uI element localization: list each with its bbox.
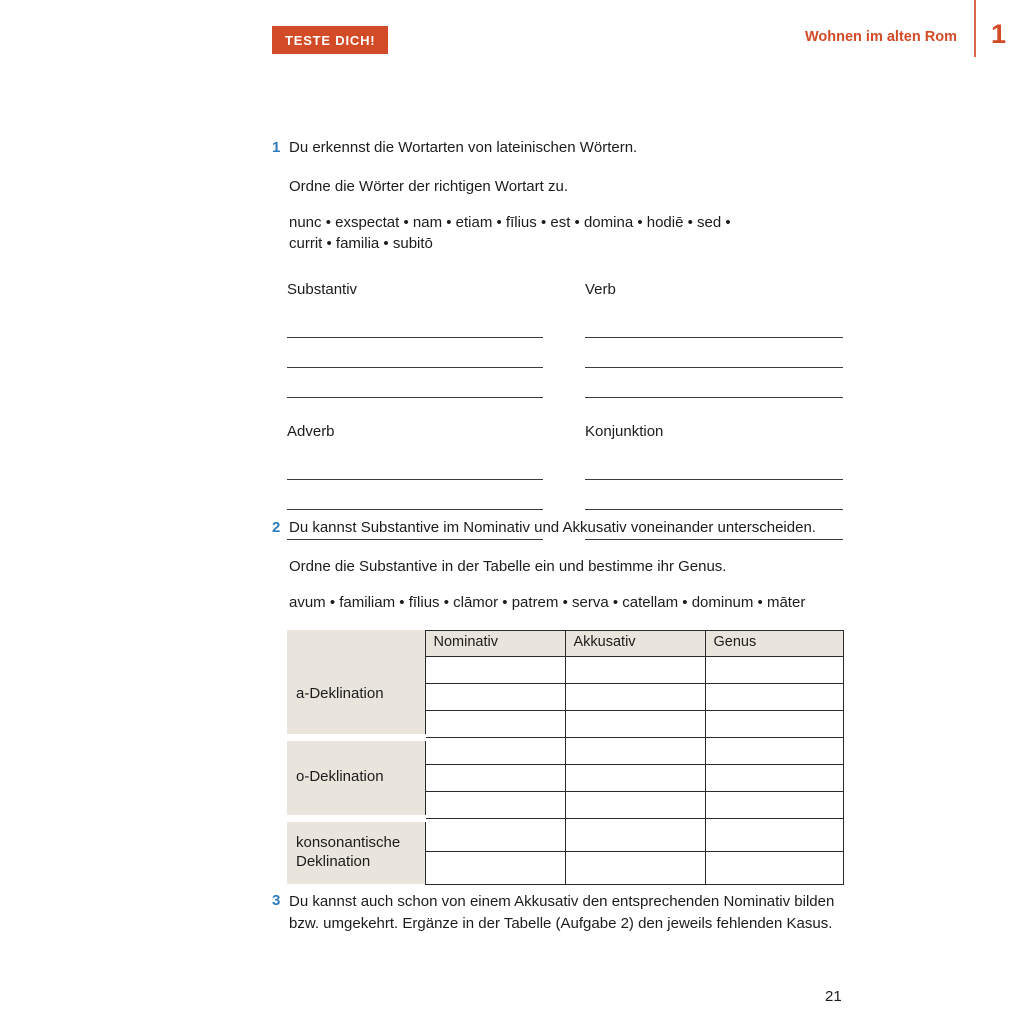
table-cell xyxy=(425,683,565,710)
exercise-2-task: Du kannst Substantive im Nominativ und Akkusativ voneinander unterscheiden. xyxy=(289,519,816,536)
table-row xyxy=(287,737,843,764)
category-label-substantiv: Substantiv xyxy=(287,280,358,298)
row-group-label-o-deklination: o-Deklination xyxy=(287,737,425,818)
table-cell xyxy=(705,683,843,710)
table-cell xyxy=(565,764,705,791)
writing-line xyxy=(585,480,843,510)
table-cell xyxy=(705,818,843,851)
table-cell xyxy=(565,737,705,764)
writing-line xyxy=(287,450,543,480)
table-cell xyxy=(425,818,565,851)
writing-line xyxy=(585,338,843,368)
table-cell xyxy=(425,791,565,818)
table-header-genus: Genus xyxy=(705,630,843,656)
table-header-empty xyxy=(287,630,425,656)
table-row xyxy=(287,818,843,851)
chapter-number: 1 xyxy=(990,19,1006,49)
row-group-label-konsonantische-deklination: konsonantische Deklination xyxy=(287,818,425,884)
table-cell xyxy=(705,656,843,683)
category-label-adverb: Adverb xyxy=(287,422,335,440)
table-cell xyxy=(705,737,843,764)
table-cell xyxy=(425,710,565,737)
exercise-2-word-bank: avum • familiam • fīlius • clāmor • patrem • serva • catellam • dominum • māter xyxy=(289,593,806,611)
writing-line xyxy=(585,450,843,480)
table-cell xyxy=(705,764,843,791)
category-label-konjunktion: Konjunktion xyxy=(585,422,664,440)
writing-line xyxy=(585,368,843,398)
exercise-2-number: 2 xyxy=(272,519,281,536)
category-verb xyxy=(585,280,843,398)
exercise-2-instruction: Ordne die Substantive in der Tabelle ein und bestimme ihr Genus. xyxy=(289,558,727,576)
table-row xyxy=(287,656,843,683)
chapter-title: Wohnen im alten Rom xyxy=(804,29,957,45)
writing-line xyxy=(287,480,543,510)
exercise-1 xyxy=(272,138,844,540)
table-cell xyxy=(565,791,705,818)
exercise-1-instruction: Ordne die Wörter der richtigen Wortart zu. xyxy=(289,178,568,196)
table-cell xyxy=(565,656,705,683)
table-header-akkusativ: Akkusativ xyxy=(565,630,705,656)
word-sorting-columns xyxy=(287,280,844,541)
exercise-3-task: Du kannst auch schon von einem Akkusativ den entsprechenden Nominativ bilden bzw. umgekehrt. Ergänze in der Tabelle (Aufgabe 2) den jeweils fehlenden Kasus. xyxy=(289,893,835,932)
table-cell xyxy=(565,683,705,710)
table-cell xyxy=(565,851,705,884)
word-bank-line-2: currit • familia • subitō xyxy=(289,234,433,252)
table-cell xyxy=(425,737,565,764)
writing-line xyxy=(287,338,543,368)
table-cell xyxy=(425,656,565,683)
page-number: 21 xyxy=(825,988,842,1005)
exercise-1-task: Du erkennst die Wortarten von lateinischen Wörtern. xyxy=(289,139,638,156)
table-cell xyxy=(705,791,843,818)
word-bank-line-1: nunc • exspectat • nam • etiam • fīlius • est • domina • hodiē • sed • xyxy=(289,213,731,231)
teste-dich-badge: TESTE DICH! xyxy=(272,26,388,54)
writing-line xyxy=(287,308,543,338)
exercise-1-word-bank xyxy=(289,212,844,254)
table-cell xyxy=(705,851,843,884)
table-header-nominativ: Nominativ xyxy=(425,630,565,656)
exercise-3 xyxy=(272,891,844,935)
writing-line xyxy=(585,308,843,338)
table-cell xyxy=(705,710,843,737)
table-cell xyxy=(425,764,565,791)
exercise-1-number: 1 xyxy=(272,139,281,156)
table-cell xyxy=(425,851,565,884)
chapter-header xyxy=(540,0,1024,57)
exercise-2 xyxy=(272,518,844,885)
declension-table xyxy=(287,630,844,885)
table-cell xyxy=(565,818,705,851)
row-group-label-a-deklination: a-Deklination xyxy=(287,656,425,737)
category-substantiv xyxy=(287,280,543,398)
table-cell xyxy=(565,710,705,737)
exercise-3-number: 3 xyxy=(272,892,281,909)
table-header-row xyxy=(287,630,843,656)
writing-line xyxy=(287,368,543,398)
category-label-verb: Verb xyxy=(585,280,616,298)
